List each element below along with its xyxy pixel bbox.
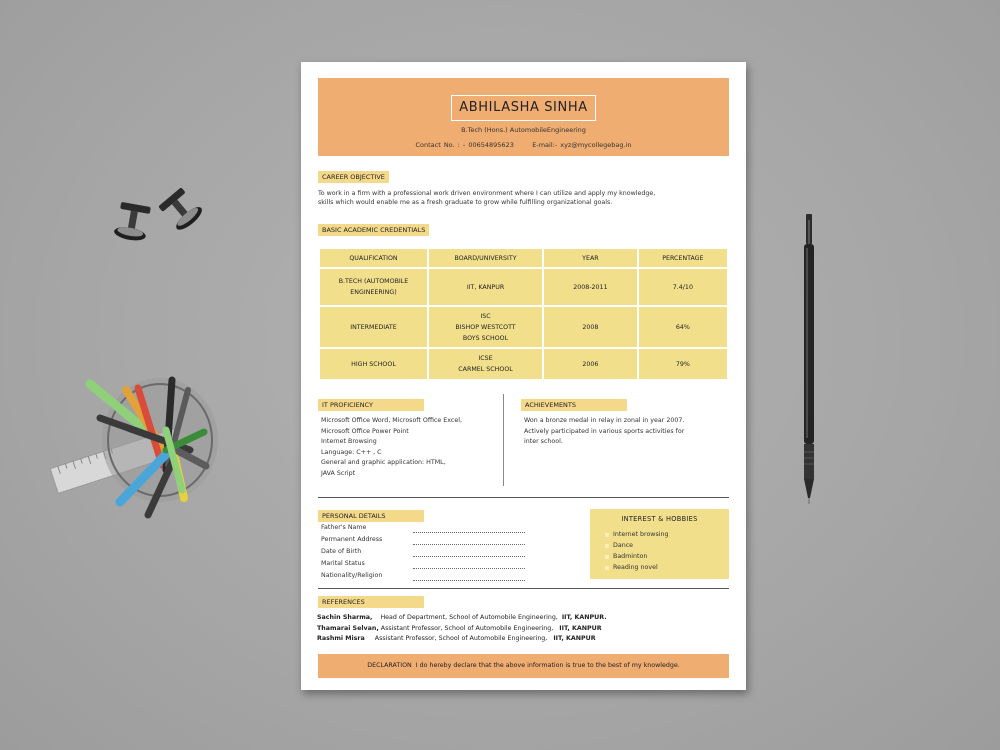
it-line: Internet Browsing bbox=[321, 438, 377, 445]
it-line: Language: C++ , C bbox=[321, 448, 382, 456]
reference-row: Rashmi Misra Assistant Professor, School of Automobile Engineering, IIT, KANPUR bbox=[317, 635, 596, 642]
fill-line bbox=[413, 580, 525, 581]
resume-header bbox=[318, 78, 729, 156]
contact-line bbox=[318, 141, 729, 149]
year-cell: 2008 bbox=[544, 307, 637, 347]
declaration-label: DECLARATION bbox=[367, 662, 412, 669]
degree-line: B.Tech (Hons.) AutomobileEngineering bbox=[461, 126, 586, 134]
field-marital-status: Marital Status bbox=[321, 560, 365, 567]
objective-line: To work in a firm with a professional work driven environment where I can utilize and apply my knowledge, bbox=[318, 190, 656, 197]
mechanical-pencil-icon bbox=[801, 214, 817, 504]
board-cell: ISC BISHOP WESTCOTT BOYS SCHOOL bbox=[429, 307, 542, 347]
academics-heading: BASIC ACADEMIC CREDENTIALS bbox=[318, 224, 429, 236]
hobby-item: Dance bbox=[613, 542, 634, 549]
table-row bbox=[320, 307, 727, 347]
achievements-list bbox=[524, 416, 724, 448]
objective-line: skills which would enable me as a fresh graduate to grow while fulfilling organizational goals. bbox=[318, 199, 613, 206]
declaration-bar bbox=[318, 654, 729, 678]
email: E-mail:- xyz@mycollegebag.in bbox=[532, 141, 632, 149]
it-line: JAVA Script bbox=[321, 469, 356, 477]
hobby-item: Badminton bbox=[613, 553, 648, 560]
section-divider bbox=[318, 497, 729, 498]
percentage-cell: 64% bbox=[639, 307, 727, 347]
percentage-cell: 7.4/10 bbox=[639, 269, 727, 305]
column-header: BOARD/UNIVERSITY bbox=[429, 249, 542, 267]
table-row bbox=[320, 269, 727, 305]
table-row bbox=[320, 349, 727, 379]
column-divider bbox=[503, 394, 504, 486]
qualification-cell: B.TECH (AUTOMOBILE ENGINEERING) bbox=[320, 269, 427, 305]
it-proficiency-heading: IT PROFICIENCY bbox=[318, 399, 424, 411]
interests-box bbox=[590, 509, 729, 579]
contact-number: Contact No. : - 00654895623 bbox=[415, 141, 514, 149]
declaration-text: I do hereby declare that the above information is true to the best of my knowledge. bbox=[415, 662, 680, 669]
field-nationality-religion: Nationality/Religion bbox=[321, 572, 383, 579]
achievements-heading: ACHIEVEMENTS bbox=[521, 399, 627, 411]
references-heading: REFERENCES bbox=[318, 596, 424, 608]
field-fathers-name: Father's Name bbox=[321, 524, 367, 531]
board-cell: ICSE CARMEL SCHOOL bbox=[429, 349, 542, 379]
it-line: General and graphic application: HTML, bbox=[321, 459, 446, 466]
interests-heading: INTEREST & HOBBIES bbox=[621, 515, 698, 523]
it-line: Microsoft Office Power Point bbox=[321, 427, 409, 435]
qualification-cell: HIGH SCHOOL bbox=[320, 349, 427, 379]
reference-row: Thamarai Selvan, Assistant Professor, School of Automobile Engineering, IIT, KANPUR bbox=[317, 625, 602, 632]
fill-line bbox=[413, 532, 525, 533]
qualification-cell: INTERMEDIATE bbox=[320, 307, 427, 347]
year-cell: 2008-2011 bbox=[544, 269, 637, 305]
candidate-name: ABHILASHA SINHA bbox=[451, 95, 596, 121]
career-objective-text bbox=[318, 189, 729, 207]
percentage-cell: 79% bbox=[639, 349, 727, 379]
year-cell: 2006 bbox=[544, 349, 637, 379]
achievement-line: Actively participated in various sports activities for bbox=[524, 427, 685, 435]
table-header-row bbox=[320, 249, 727, 267]
column-header: YEAR bbox=[544, 249, 637, 267]
fill-line bbox=[413, 544, 525, 545]
reference-row: Sachin Sharma, Head of Department, School of Automobile Engineering, IIT, KANPUR. bbox=[317, 614, 607, 621]
achievement-line: Won a bronze medal in relay in zonal in year 2007. bbox=[524, 417, 685, 424]
fill-line bbox=[413, 568, 525, 569]
hobby-item: Internet browsing bbox=[613, 531, 669, 538]
achievement-line: inter school. bbox=[524, 438, 563, 445]
board-cell: IIT, KANPUR bbox=[429, 269, 542, 305]
it-line: Microsoft Office Word, Microsoft Office Excel, bbox=[321, 417, 462, 424]
cufflinks-icon bbox=[104, 184, 214, 246]
field-permanent-address: Permanent Address bbox=[321, 536, 383, 543]
academic-table bbox=[318, 247, 729, 381]
fill-line bbox=[413, 556, 525, 557]
column-header: PERCENTAGE bbox=[639, 249, 727, 267]
it-proficiency-list bbox=[321, 416, 499, 479]
column-header: QUALIFICATION bbox=[320, 249, 427, 267]
section-divider bbox=[318, 588, 729, 589]
hobby-item: Reading novel bbox=[613, 564, 658, 571]
personal-details-heading: PERSONAL DETAILS bbox=[318, 510, 424, 522]
career-objective-heading: CAREER OBJECTIVE bbox=[318, 171, 389, 183]
resume-sheet bbox=[301, 62, 746, 690]
field-date-of-birth: Date of Birth bbox=[321, 548, 362, 555]
pen-cup-icon bbox=[50, 370, 230, 520]
